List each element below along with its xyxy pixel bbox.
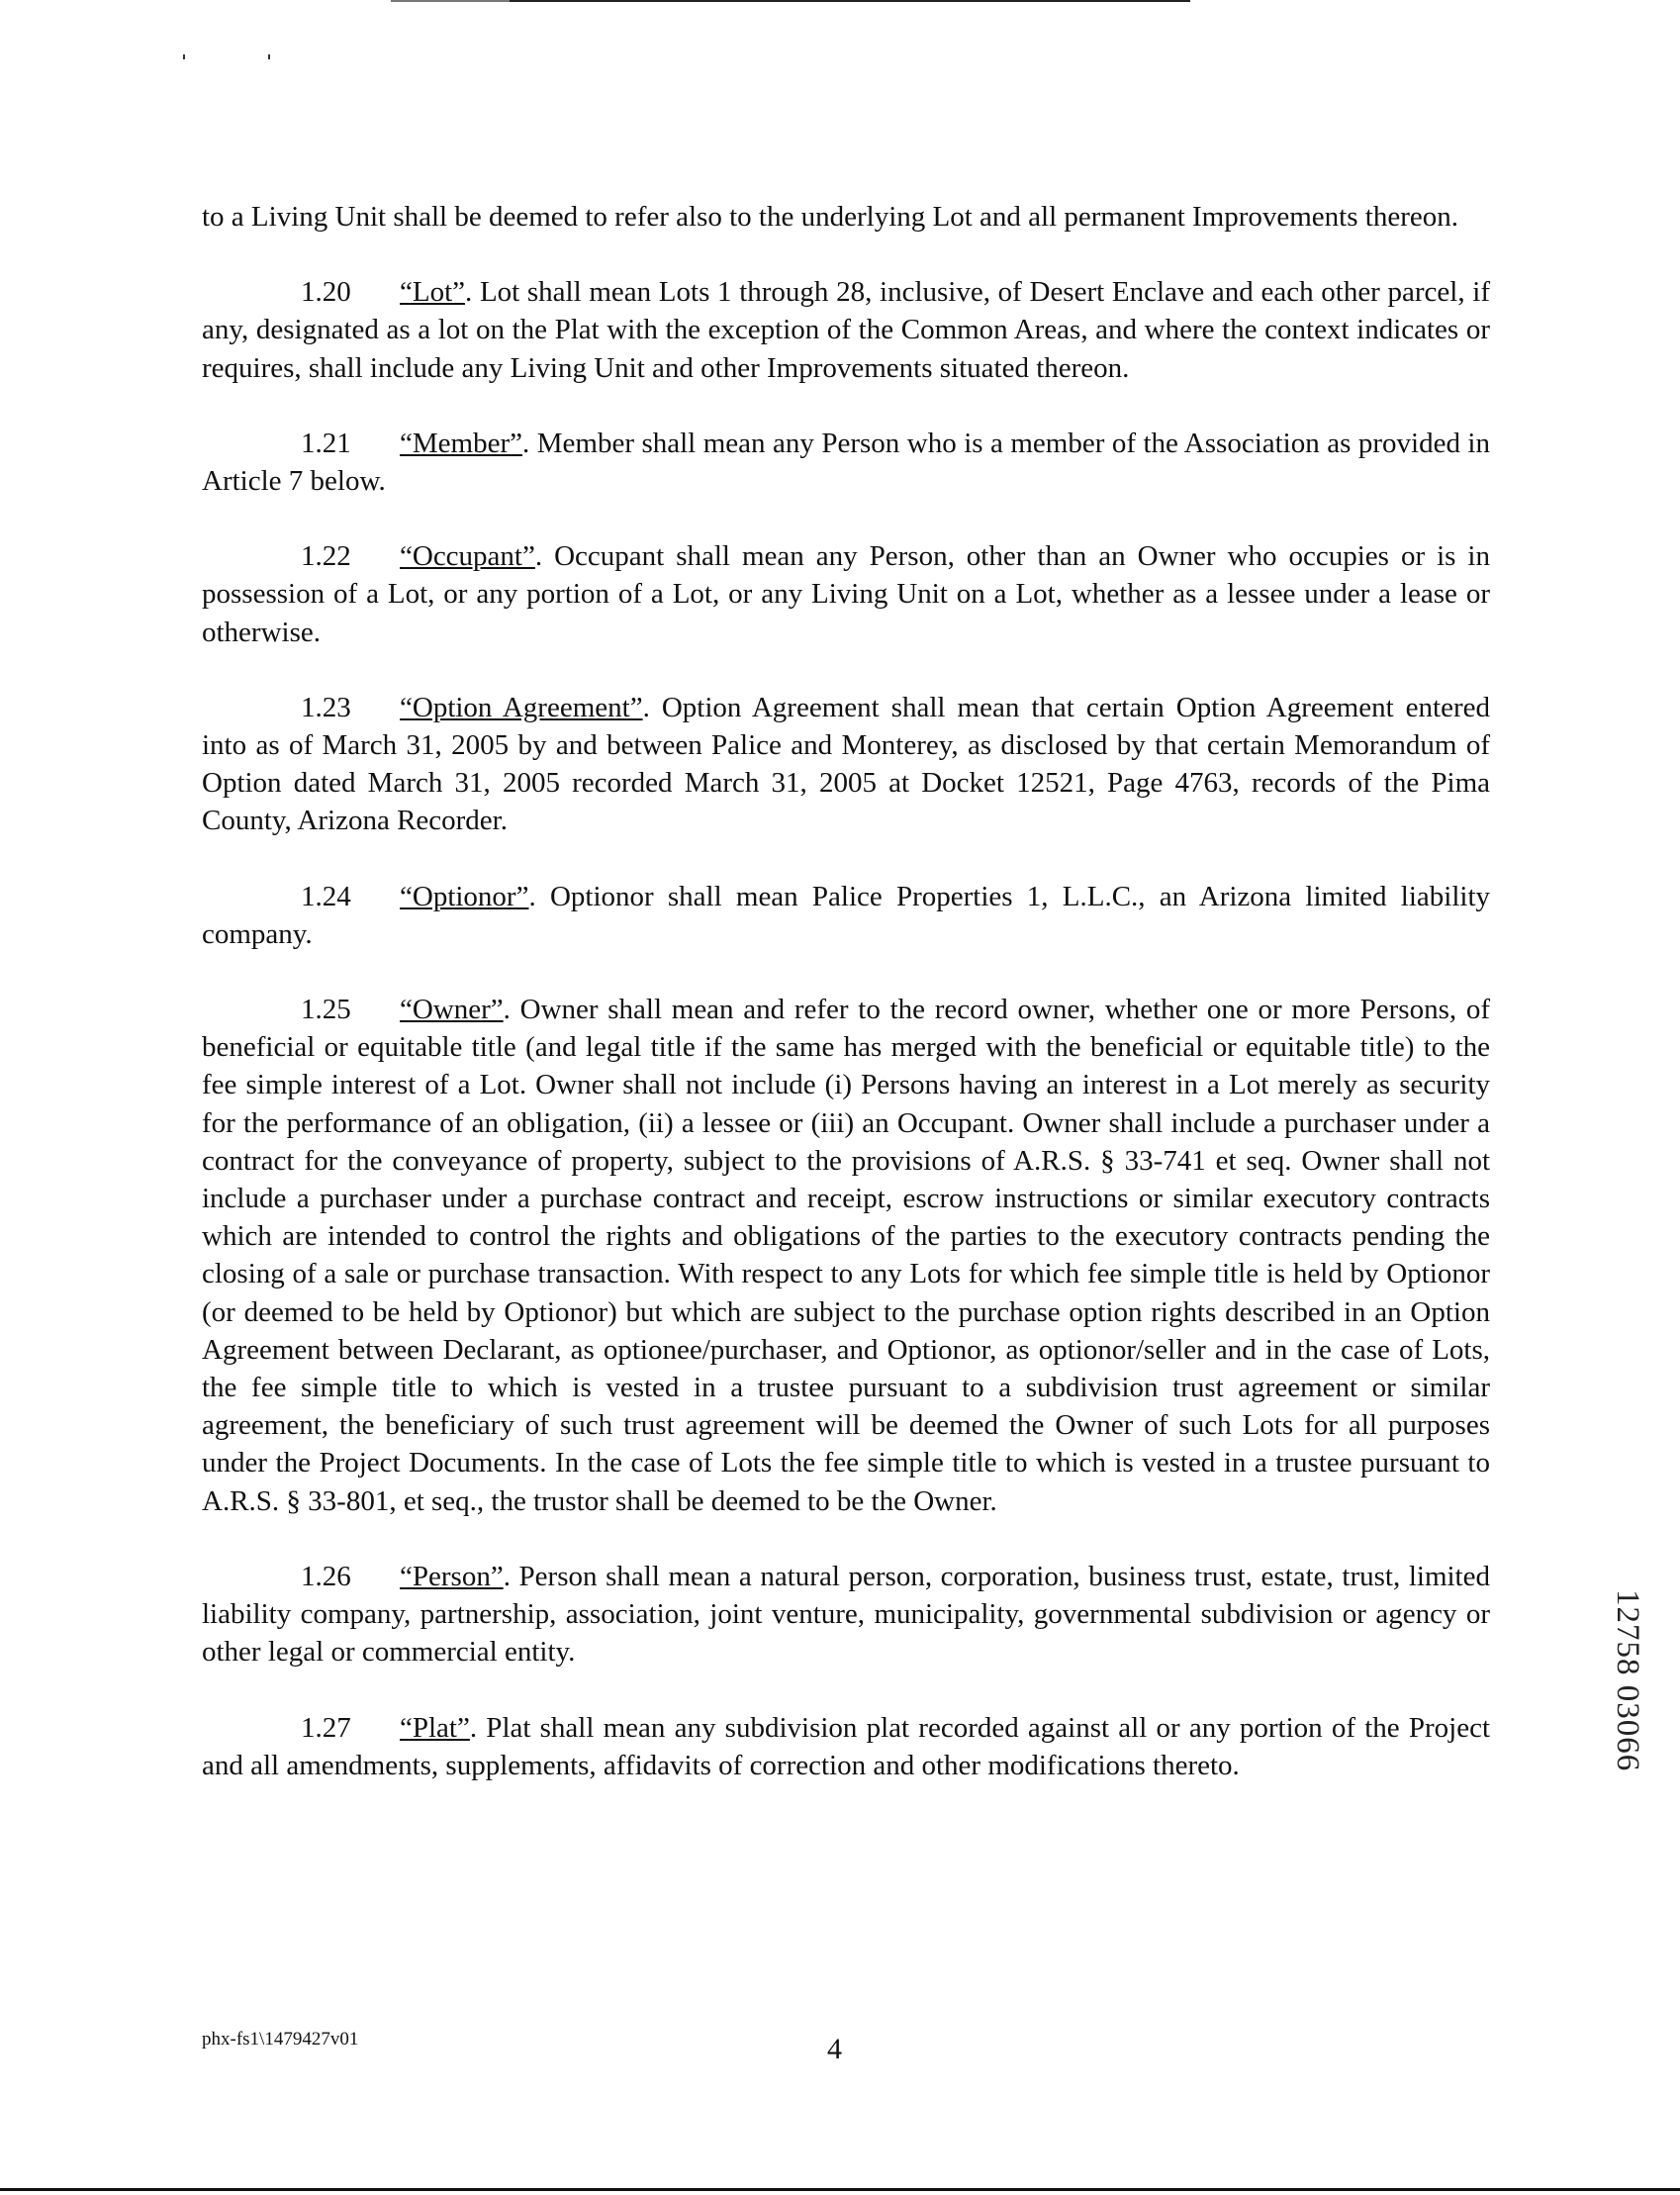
section-number: 1.24	[301, 880, 351, 912]
section-number: 1.22	[301, 540, 351, 573]
section-text: . Person shall mean a natural person, corporation, business trust, estate, trust, limited liability company, partnership, association, joint venture, municipality, governmental subdivision or agency or other legal or commercial entity.	[202, 1560, 1490, 1669]
defined-term: “Lot”	[400, 276, 466, 309]
section-1-26	[202, 1558, 1490, 1671]
document-body	[202, 198, 1490, 1822]
section-text: . Plat shall mean any subdivision plat recorded against all or any portion of the Project and all amendments, supplements, affidavits of correction and other modifications thereto.	[202, 1711, 1490, 1781]
document-id-footer: phx-fs1\1479427v01	[202, 2029, 359, 2050]
defined-term: “Plat”	[400, 1711, 470, 1744]
section-text: . Occupant shall mean any Person, other than an Owner who occupies or is in possession of a Lot, or any portion of a Lot, or any Living Unit on a Lot, whether as a lessee under a lease or otherwise.	[202, 540, 1490, 648]
section-number: 1.25	[301, 994, 351, 1026]
section-number: 1.27	[301, 1711, 351, 1744]
section-1-23	[202, 689, 1490, 840]
section-text: . Lot shall mean Lots 1 through 28, inclusive, of Desert Enclave and each other parcel, if any, designated as a lot on the Plat with the exception of the Common Areas, and where the context indicates or requires, shall include any Living Unit and other Improvements situated thereon.	[202, 276, 1490, 384]
scan-top-edge-line-dark	[510, 0, 1190, 2]
recording-stamp: 12758 03066	[1610, 1589, 1645, 1772]
section-1-27	[202, 1709, 1490, 1784]
defined-term: “Occupant”	[400, 540, 535, 573]
defined-term: “Member”	[400, 427, 522, 459]
scan-speck	[268, 54, 270, 59]
section-1-24	[202, 878, 1490, 953]
section-1-25	[202, 991, 1490, 1520]
defined-term: “Optionor”	[400, 880, 529, 912]
section-text: . Owner shall mean and refer to the record owner, whether one or more Persons, of beneficial or equitable title (and legal title if the same has merged with the beneficial or equitable title) to the fee simple interest of a Lot. Owner shall not include (i) Persons having an interest in a Lot merely as security for the performance of an obligation, (ii) a lessee or (iii) an Occupant. Owner shall include a purchaser under a contract for the conveyance of property, subject to the provisions of A.R.S. § 33-741 et seq. Owner shall not include a purchaser under a purchase contract and receipt, escrow instructions or similar executory contracts which are intended to control the rights and obligations of the parties to the executory contracts pending the closing of a sale or purchase transaction. With respect to any Lots for which fee simple title is held by Optionor (or deemed to be held by Optionor) but which are subject to the purchase option rights described in an Option Agreement between Declarant, as optionee/purchaser, and Optionor, as optionor/seller and in the case of Lots, the fee simple title to which is vested in a trustee pursuant to a subdivision trust agreement or similar agreement, the beneficiary of such trust agreement will be deemed the Owner of such Lots for all purposes under the Project Documents. In the case of Lots the fee simple title to which is vested in a trustee pursuant to A.R.S. § 33-801, et seq., the trustor shall be deemed to be the Owner.	[202, 994, 1490, 1517]
section-number: 1.21	[301, 427, 351, 459]
page-number: 4	[827, 2033, 842, 2065]
section-1-22	[202, 537, 1490, 651]
section-number: 1.23	[301, 691, 351, 723]
section-text: . Option Agreement shall mean that certain Option Agreement entered into as of March 31, 2005 by and between Palice and Monterey, as disclosed by that certain Memorandum of Option dated March 31, 2005 recorded March 31, 2005 at Docket 12521, Page 4763, records of the Pima County, Arizona Recorder.	[202, 691, 1490, 837]
intro-paragraph: to a Living Unit shall be deemed to refer also to the underlying Lot and all permanent Improvements thereon.	[202, 201, 1458, 233]
section-number: 1.20	[301, 276, 351, 309]
scan-bottom-edge-line	[0, 2188, 1680, 2191]
scan-speck	[183, 54, 185, 59]
section-1-21	[202, 425, 1490, 500]
section-number: 1.26	[301, 1560, 351, 1592]
section-1-20	[202, 273, 1490, 387]
defined-term: “Owner”	[400, 994, 504, 1026]
defined-term: “Person”	[400, 1560, 504, 1592]
section-text: . Optionor shall mean Palice Properties 1, L.L.C., an Arizona limited liability company.	[202, 880, 1490, 950]
section-text: . Member shall mean any Person who is a member of the Association as provided in Article 7 below.	[202, 427, 1490, 498]
defined-term: “Option Agreement”	[400, 691, 643, 723]
